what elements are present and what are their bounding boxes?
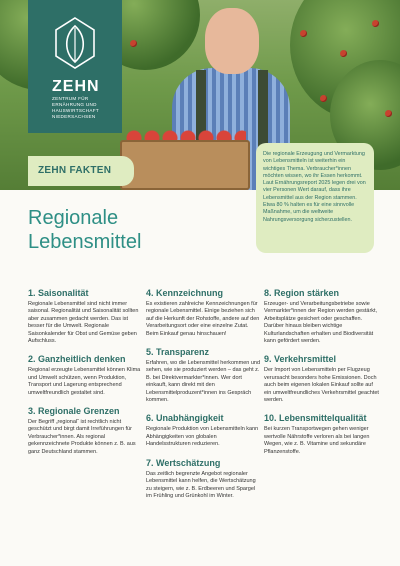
fact-heading: 9. Verkehrsmittel bbox=[264, 354, 337, 365]
fact-text: Erfahren, wo die Lebensmittel herkommen und sehen, wie sie produziert werden – das geht z. B. bei Direktvermarkter*innen. Wer dort einkauft, kann direkt mit den Lebensmittelproduzent*innen ins Gespräch kommen. bbox=[146, 360, 261, 404]
page-title-line-1: Regionale bbox=[28, 207, 119, 229]
fact-item bbox=[146, 413, 262, 448]
facts-column-1 bbox=[28, 288, 144, 465]
fact-item bbox=[146, 288, 262, 338]
fact-text: Das zeitlich begrenzte Angebot regionaler Lebensmittel kann helfen, die Wertschätzung zu steigern, wie z. B. Erdbeeren und Spargel im Frühling und Grünkohl im Winter. bbox=[146, 470, 256, 499]
fact-heading: 2. Ganzheitlich denken bbox=[28, 354, 126, 365]
fact-heading: 5. Transparenz bbox=[146, 347, 210, 358]
fact-text: Bei kurzen Transportwegen gehen weniger wertvolle Nährstoffe verloren als bei langen Wegen, wie z. B. Vitamine und sekundäre Pflanzenstoffe. bbox=[264, 426, 370, 455]
zehn-logo bbox=[28, 0, 122, 133]
fact-item bbox=[264, 413, 380, 456]
fact-text: Regional erzeugte Lebensmittel können Klima und Umwelt schützen, wenn Produktion, Transport und Lagerung entsprechend umweltfreundlich gestaltet sind. bbox=[28, 367, 141, 396]
fact-text: Es existieren zahlreiche Kennzeichnungen für regionale Lebensmittel. Einige beziehen sich auf die Herkunft der Rohstoffe, andere auf den Verarbeitungsort oder eine einzelne Zutat. Beim Einkauf genau hinschauen! bbox=[146, 301, 260, 337]
fact-heading: 10. Lebensmittelqualität bbox=[264, 413, 367, 424]
fact-item bbox=[28, 354, 144, 397]
fact-heading: 7. Wertschätzung bbox=[146, 457, 221, 468]
leaf-logo-icon bbox=[52, 16, 98, 70]
fact-item bbox=[28, 406, 144, 456]
fact-heading: 1. Saisonalität bbox=[28, 288, 89, 298]
intro-box bbox=[256, 143, 374, 253]
page-title-line-2: Lebensmittel bbox=[28, 231, 142, 253]
fact-text: Regionale Produktion von Lebensmitteln kann Abhängigkeiten von globalen Handelsstrukturen reduzieren. bbox=[146, 426, 259, 448]
fact-item bbox=[264, 288, 380, 345]
fact-item bbox=[146, 347, 262, 404]
fact-text: Der Begriff „regional“ ist rechtlich nicht geschützt und birgt damit Irreführungen für Verbraucher*innen. Als regional gekennzeichnete Produkte können z. B. aus ganz Deutschland stammen. bbox=[28, 419, 136, 455]
page-title bbox=[28, 206, 238, 254]
intro-text: Die regionale Erzeugung und Vermarktung von Lebensmitteln ist weiterhin ein wichtiges Thema. Verbraucher*innen möchten wissen, wo ihr Essen herkommt. Laut Ernährungsreport 2025 legen drei von vier Personen Wert darauf, dass ihre Lebensmittel aus der Region stammen. Etwa 80 % halten es für eine sinnvolle Maßnahme, um die weltweite Nahrungsversorgung sicherzustellen. bbox=[263, 151, 366, 223]
logo-title: ZEHN bbox=[52, 78, 100, 95]
fact-heading: 4. Kennzeichnung bbox=[146, 288, 224, 298]
fact-text: Erzeuger- und Verarbeitungsbetriebe sowie Vermarkter*innen der Region werden gestärkt, Arbeitsplätze gesichert oder geschaffen. Darüber hinaus bleiben wichtige Kulturlandschaften erhalten und Biodiversität kann gefördert werden. bbox=[264, 301, 378, 345]
zehn-fakten-badge: ZEHN FAKTEN bbox=[28, 156, 134, 186]
fact-item bbox=[146, 458, 262, 501]
fact-heading: 8. Region stärken bbox=[264, 288, 340, 298]
fact-item bbox=[28, 288, 144, 345]
fact-heading: 6. Unabhängigkeit bbox=[146, 413, 224, 424]
fact-heading: 3. Regionale Grenzen bbox=[28, 406, 120, 417]
logo-subtitle: ZENTRUM FÜR ERNÄHRUNG UND HAUSWIRTSCHAFT NIEDERSACHSEN bbox=[52, 96, 99, 119]
fact-item bbox=[264, 354, 380, 404]
facts-column-2 bbox=[146, 288, 262, 509]
fact-text: Der Import von Lebensmitteln per Flugzeug verursacht besonders hohe Emissionen. Doch auch beim eigenen lokalen Einkauf sollte auf ein umweltfreundliches Verkehrsmittel geachtet werden. bbox=[264, 367, 379, 404]
fact-text: Regionale Lebensmittel sind nicht immer saisonal. Regionalität und Saisonalität sollten aber zusammen gedacht werden. Das ist besser für die Umwelt. Regionale Saisonkalender für Obst und Gemüse geben Aufschluss. bbox=[28, 301, 139, 345]
facts-column-3 bbox=[264, 288, 380, 465]
